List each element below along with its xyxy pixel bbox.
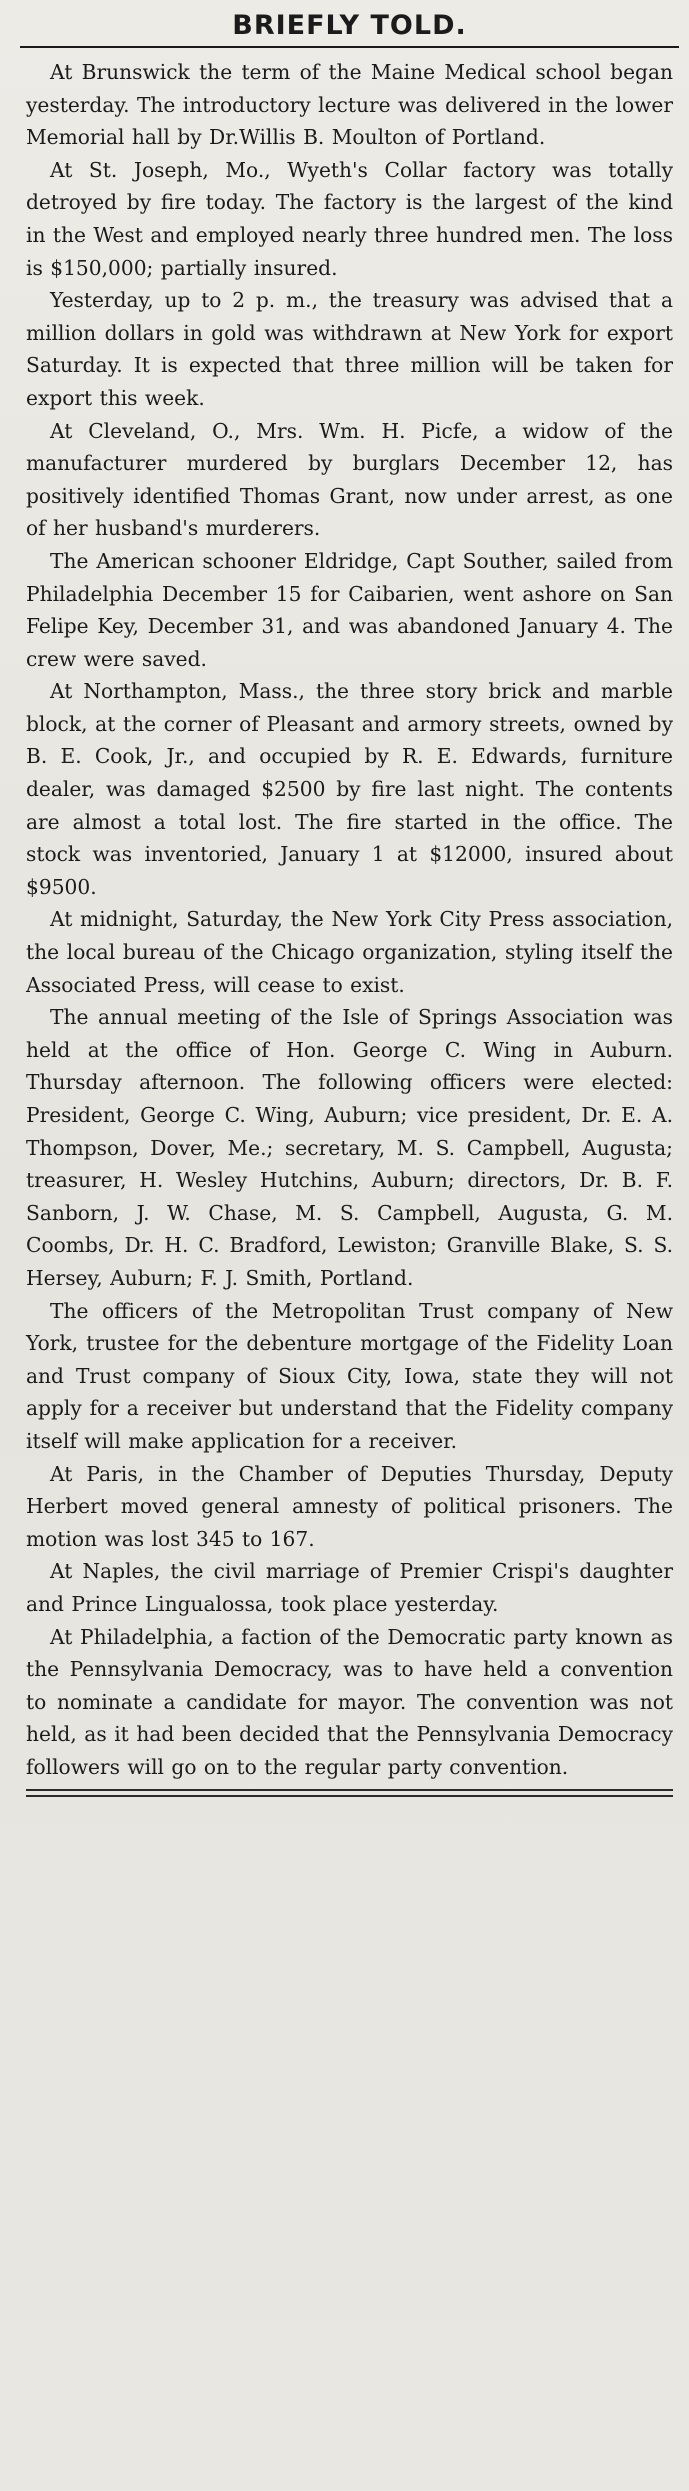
- article-st-joseph-fire: At St. Joseph, Mo., Wyeth's Collar factory was totally detroyed by fire today. The factory is the largest of the kind in the West and employed nearly three hundred men. The loss is $150,000; partially insured.: [26, 157, 673, 280]
- article-brunswick-medical-school: At Brunswick the term of the Maine Medical school began yesterday. The introductory lecture was delivered in the lower Memorial hall by Dr.Willis B. Moulton of Portland.: [26, 60, 673, 150]
- column-end-rule: [26, 1789, 673, 1791]
- article-cleveland-murder: At Cleveland, O., Mrs. Wm. H. Picfe, a widow of the manufacturer murdered by burglars December 12, has positively identified Thomas Grant, now under arrest, as one of her husband's murderers.: [26, 418, 673, 541]
- article-paris-deputies: At Paris, in the Chamber of Deputies Thursday, Deputy Herbert moved general amnesty of political prisoners. The motion was lost 345 to 167.: [26, 1461, 673, 1551]
- article-philadelphia-democracy: At Philadelphia, a faction of the Democratic party known as the Pennsylvania Democracy, was to have held a convention to nominate a candidate for mayor. The convention was not held, as it had been decided that the Pennsylvania Democracy followers will go on to the regular party convention.: [26, 1624, 673, 1779]
- article-press-association: At midnight, Saturday, the New York City Press association, the local bureau of the Chicago organization, styling itself the Associated Press, will cease to exist.: [26, 907, 673, 997]
- headline: BRIEFLY TOLD.: [232, 10, 467, 41]
- headline-rule: [20, 46, 679, 48]
- article-schooner-eldridge: The American schooner Eldridge, Capt Souther, sailed from Philadelphia December 15 for Caibarien, went ashore on San Felipe Key, December 31, and was abandoned January 4. The crew were saved.: [26, 548, 673, 671]
- article-treasury-gold: Yesterday, up to 2 p. m., the treasury was advised that a million dollars in gold was withdrawn at New York for export Saturday. It is expected that three million will be taken for export this week.: [26, 288, 673, 410]
- article-metropolitan-trust: The officers of the Metropolitan Trust company of New York, trustee for the debenture mortgage of the Fidelity Loan and Trust company of Sioux City, Iowa, state they will not apply for a receiver but understand that the Fidelity company itself will make application for a receiver.: [26, 1298, 673, 1453]
- article-northampton-fire: At Northampton, Mass., the three story brick and marble block, at the corner of Pleasant and armory streets, owned by B. E. Cook, Jr., and occupied by R. E. Edwards, furniture dealer, was damaged $2500 by fire last night. The contents are almost a total lost. The fire started in the office. The stock was inventoried, January 1 at $12000, insured about $9500.: [26, 679, 673, 899]
- article-isle-of-springs: The annual meeting of the Isle of Springs Association was held at the office of Hon. George C. Wing in Auburn. Thursday afternoon. The following officers were elected: President, George C. Wing, Auburn; vice president, Dr. E. A. Thompson, Dover, Me.; secretary, M. S. Campbell, Augusta; treasurer, H. Wesley Hutchins, Auburn; directors, Dr. B. F. Sanborn, J. W. Chase, M. S. Campbell, Augusta, G. M. Coombs, Dr. H. C. Bradford, Lewiston; Granville Blake, S. S. Hersey, Auburn; F. J. Smith, Portland.: [26, 1005, 673, 1290]
- column-end-rule-secondary: [26, 1795, 673, 1797]
- article-naples-marriage: At Naples, the civil marriage of Premier Crispi's daughter and Prince Lingualossa, took place yesterday.: [26, 1559, 673, 1616]
